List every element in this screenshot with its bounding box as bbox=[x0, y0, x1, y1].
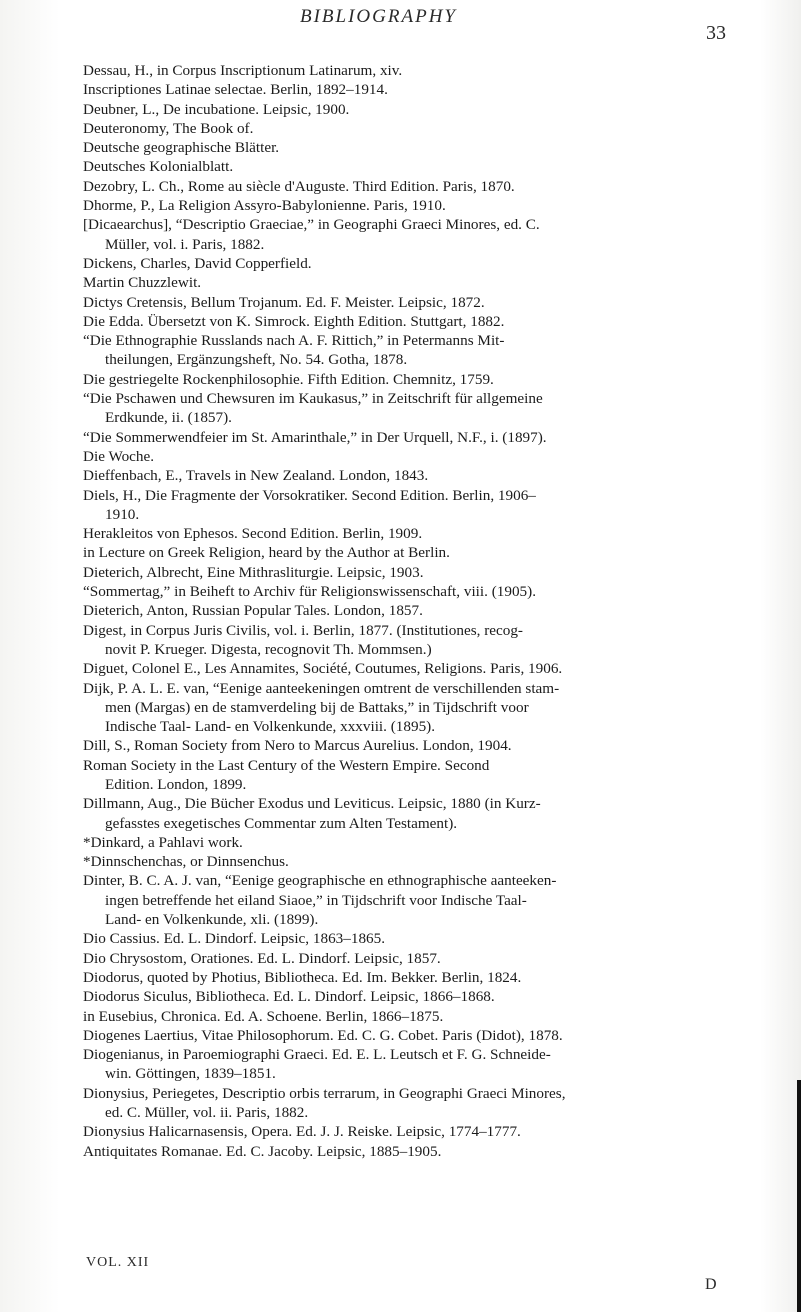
bibliography-entry bbox=[83, 929, 763, 948]
entry-line: ed. C. Müller, vol. ii. Paris, 1882. bbox=[105, 1104, 309, 1122]
entry-line: “Die Pschawen und Chewsuren im Kaukasus,” in Zeitschrift für allgemeine bbox=[83, 390, 543, 408]
bibliography-entry bbox=[83, 949, 763, 968]
entry-line: Die gestriegelte Rockenphilosophie. Fifth Edition. Chemnitz, 1759. bbox=[83, 370, 494, 388]
entry-line: Roman Society in the Last Century of the Western Empire. Second bbox=[83, 756, 490, 774]
entry-line: Digest, in Corpus Juris Civilis, vol. i. Berlin, 1877. (Institutiones, recog- bbox=[83, 621, 523, 639]
entry-line: Dieterich, Albrecht, Eine Mithrasliturgie. Leipsic, 1903. bbox=[83, 563, 424, 581]
entry-line: “Die Ethnographie Russlands nach A. F. Rittich,” in Petermanns Mit- bbox=[83, 332, 505, 350]
entry-line: Dinter, B. C. A. J. van, “Eenige geographische en ethnographische aanteeken- bbox=[83, 872, 557, 890]
entry-line: Dictys Cretensis, Bellum Trojanum. Ed. F. Meister. Leipsic, 1872. bbox=[83, 293, 485, 311]
entry-line: Dieffenbach, E., Travels in New Zealand. London, 1843. bbox=[83, 467, 429, 485]
volume-footer: VOL. XII bbox=[86, 1255, 150, 1270]
bibliography-entry bbox=[83, 273, 763, 292]
bibliography-entry bbox=[83, 389, 763, 428]
bibliography-entry bbox=[83, 659, 763, 678]
bibliography-entry bbox=[83, 543, 763, 562]
entry-line: 1910. bbox=[105, 505, 140, 523]
entry-line: *Dinkard, a Pahlavi work. bbox=[83, 833, 243, 851]
bibliography-entry bbox=[83, 157, 763, 176]
bibliography-entry bbox=[83, 601, 763, 620]
running-head: BIBLIOGRAPHY bbox=[300, 6, 457, 27]
page-edge-shadow bbox=[797, 1080, 801, 1312]
entry-line: Deutsches Kolonialblatt. bbox=[83, 158, 234, 176]
entry-line: *Dinnschenchas, or Dinnsenchus. bbox=[83, 853, 289, 871]
entry-line: win. Göttingen, 1839–1851. bbox=[105, 1065, 276, 1083]
entry-line: Deubner, L., De incubatione. Leipsic, 1900. bbox=[83, 100, 350, 118]
entry-line: in Eusebius, Chronica. Ed. A. Schoene. Berlin, 1866–1875. bbox=[83, 1007, 444, 1025]
bibliography-entry bbox=[83, 736, 763, 755]
entry-line: Deuteronomy, The Book of. bbox=[83, 119, 254, 137]
bibliography-entry bbox=[83, 177, 763, 196]
bibliography-entry bbox=[83, 138, 763, 157]
entry-line: Dezobry, L. Ch., Rome au siècle d'Auguste. Third Edition. Paris, 1870. bbox=[83, 177, 515, 195]
entry-line: “Die Sommerwendfeier im St. Amarinthale,” in Der Urquell, N.F., i. (1897). bbox=[83, 428, 547, 446]
bibliography-entry bbox=[83, 486, 763, 525]
bibliography-entry bbox=[83, 968, 763, 987]
entry-line: Deutsche geographische Blätter. bbox=[83, 139, 280, 157]
bibliography-entry bbox=[83, 312, 763, 331]
bibliography-entry bbox=[83, 1045, 763, 1084]
bibliography-entry bbox=[83, 254, 763, 273]
bibliography-entry bbox=[83, 1026, 763, 1045]
bibliography-entry bbox=[83, 679, 763, 737]
entry-line: Dessau, H., in Corpus Inscriptionum Latinarum, xiv. bbox=[83, 62, 403, 79]
bibliography-entry bbox=[83, 1007, 763, 1026]
bibliography-entry bbox=[83, 1122, 763, 1141]
bibliography-entry bbox=[83, 466, 763, 485]
bibliography-entry bbox=[83, 196, 763, 215]
entry-line: Dionysius Halicarnasensis, Opera. Ed. J. J. Reiske. Leipsic, 1774–1777. bbox=[83, 1123, 521, 1141]
entry-line: men (Margas) en de stamverdeling bij de Battaks,” in Tijdschrift voor bbox=[105, 698, 529, 716]
bibliography-entry bbox=[83, 582, 763, 601]
entry-line: “Sommertag,” in Beiheft to Archiv für Religionswissenschaft, viii. (1905). bbox=[83, 583, 537, 601]
bibliography-entry bbox=[83, 852, 763, 871]
bibliography-entry bbox=[83, 987, 763, 1006]
entry-line: Die Edda. Übersetzt von K. Simrock. Eighth Edition. Stuttgart, 1882. bbox=[83, 312, 505, 330]
entry-line: Erdkunde, ii. (1857). bbox=[105, 409, 232, 427]
bibliography-entries bbox=[83, 61, 763, 1161]
entry-line: Diguet, Colonel E., Les Annamites, Société, Coutumes, Religions. Paris, 1906. bbox=[83, 660, 563, 678]
entry-line: Antiquitates Romanae. Ed. C. Jacoby. Leipsic, 1885–1905. bbox=[83, 1142, 442, 1160]
entry-line: Diels, H., Die Fragmente der Vorsokratiker. Second Edition. Berlin, 1906– bbox=[83, 486, 536, 504]
signature-mark: D bbox=[705, 1276, 717, 1293]
bibliography-entry bbox=[83, 100, 763, 119]
entry-line: theilungen, Ergänzungsheft, No. 54. Gotha, 1878. bbox=[105, 351, 408, 369]
entry-line: Dijk, P. A. L. E. van, “Eenige aanteekeningen omtrent de verschillenden stam- bbox=[83, 679, 560, 697]
entry-line: Dio Cassius. Ed. L. Dindorf. Leipsic, 1863–1865. bbox=[83, 930, 386, 948]
entry-line: Diogenes Laertius, Vitae Philosophorum. Ed. C. G. Cobet. Paris (Didot), 1878. bbox=[83, 1026, 563, 1044]
entry-line: Müller, vol. i. Paris, 1882. bbox=[105, 235, 265, 253]
bibliography-entry bbox=[83, 447, 763, 466]
entry-line: Diodorus, quoted by Photius, Bibliotheca. Ed. Im. Bekker. Berlin, 1824. bbox=[83, 968, 522, 986]
entry-line: gefasstes exegetisches Commentar zum Alten Testament). bbox=[105, 814, 458, 832]
entry-line: Dio Chrysostom, Orationes. Ed. L. Dindorf. Leipsic, 1857. bbox=[83, 949, 441, 967]
page-number: 33 bbox=[706, 22, 726, 44]
entry-line: Diogenianus, in Paroemiographi Graeci. Ed. E. L. Leutsch et F. G. Schneide- bbox=[83, 1046, 551, 1064]
bibliography-entry bbox=[83, 621, 763, 660]
bibliography-entry bbox=[83, 428, 763, 447]
entry-line: Indische Taal- Land- en Volkenkunde, xxxviii. (1895). bbox=[105, 718, 436, 736]
entry-line: Diodorus Siculus, Bibliotheca. Ed. L. Dindorf. Leipsic, 1866–1868. bbox=[83, 988, 495, 1006]
entry-line: ingen betreffende het eiland Siaoe,” in Tijdschrift voor Indische Taal- bbox=[105, 891, 527, 909]
bibliography-entry bbox=[83, 756, 763, 795]
bibliography-entry bbox=[83, 563, 763, 582]
entry-line: [Dicaearchus], “Descriptio Graeciae,” in Geographi Graeci Minores, ed. C. bbox=[83, 216, 540, 234]
bibliography-entry bbox=[83, 1084, 763, 1123]
entry-line: Herakleitos von Ephesos. Second Edition. Berlin, 1909. bbox=[83, 525, 423, 543]
entry-line: Martin Chuzzlewit. bbox=[83, 274, 202, 292]
bibliography-entry bbox=[83, 119, 763, 138]
entry-line: Dickens, Charles, David Copperfield. bbox=[83, 254, 312, 272]
entry-line: Die Woche. bbox=[83, 447, 155, 465]
entry-line: Dieterich, Anton, Russian Popular Tales. London, 1857. bbox=[83, 602, 423, 620]
entry-line: Edition. London, 1899. bbox=[105, 775, 247, 793]
bibliography-entry bbox=[83, 61, 763, 80]
entry-line: Dill, S., Roman Society from Nero to Marcus Aurelius. London, 1904. bbox=[83, 737, 512, 755]
bibliography-entry bbox=[83, 370, 763, 389]
bibliography-entry bbox=[83, 293, 763, 312]
entry-line: Dionysius, Periegetes, Descriptio orbis terrarum, in Geographi Graeci Minores, bbox=[83, 1084, 566, 1102]
entry-line: Land- en Volkenkunde, xli. (1899). bbox=[105, 911, 319, 929]
bibliography-entry bbox=[83, 331, 763, 370]
bibliography-entry bbox=[83, 794, 763, 833]
entry-line: in Lecture on Greek Religion, heard by the Author at Berlin. bbox=[83, 544, 450, 562]
entry-line: Dillmann, Aug., Die Bücher Exodus und Leviticus. Leipsic, 1880 (in Kurz- bbox=[83, 795, 541, 813]
entry-line: Inscriptiones Latinae selectae. Berlin, 1892–1914. bbox=[83, 81, 388, 99]
bibliography-entry bbox=[83, 80, 763, 99]
entry-line: novit P. Krueger. Digesta, recognovit Th. Mommsen.) bbox=[105, 640, 432, 658]
bibliography-entry bbox=[83, 215, 763, 254]
bibliography-entry bbox=[83, 1142, 763, 1161]
bibliography-entry bbox=[83, 833, 763, 852]
bibliography-entry bbox=[83, 871, 763, 929]
entry-line: Dhorme, P., La Religion Assyro-Babylonienne. Paris, 1910. bbox=[83, 197, 446, 215]
bibliography-entry bbox=[83, 524, 763, 543]
